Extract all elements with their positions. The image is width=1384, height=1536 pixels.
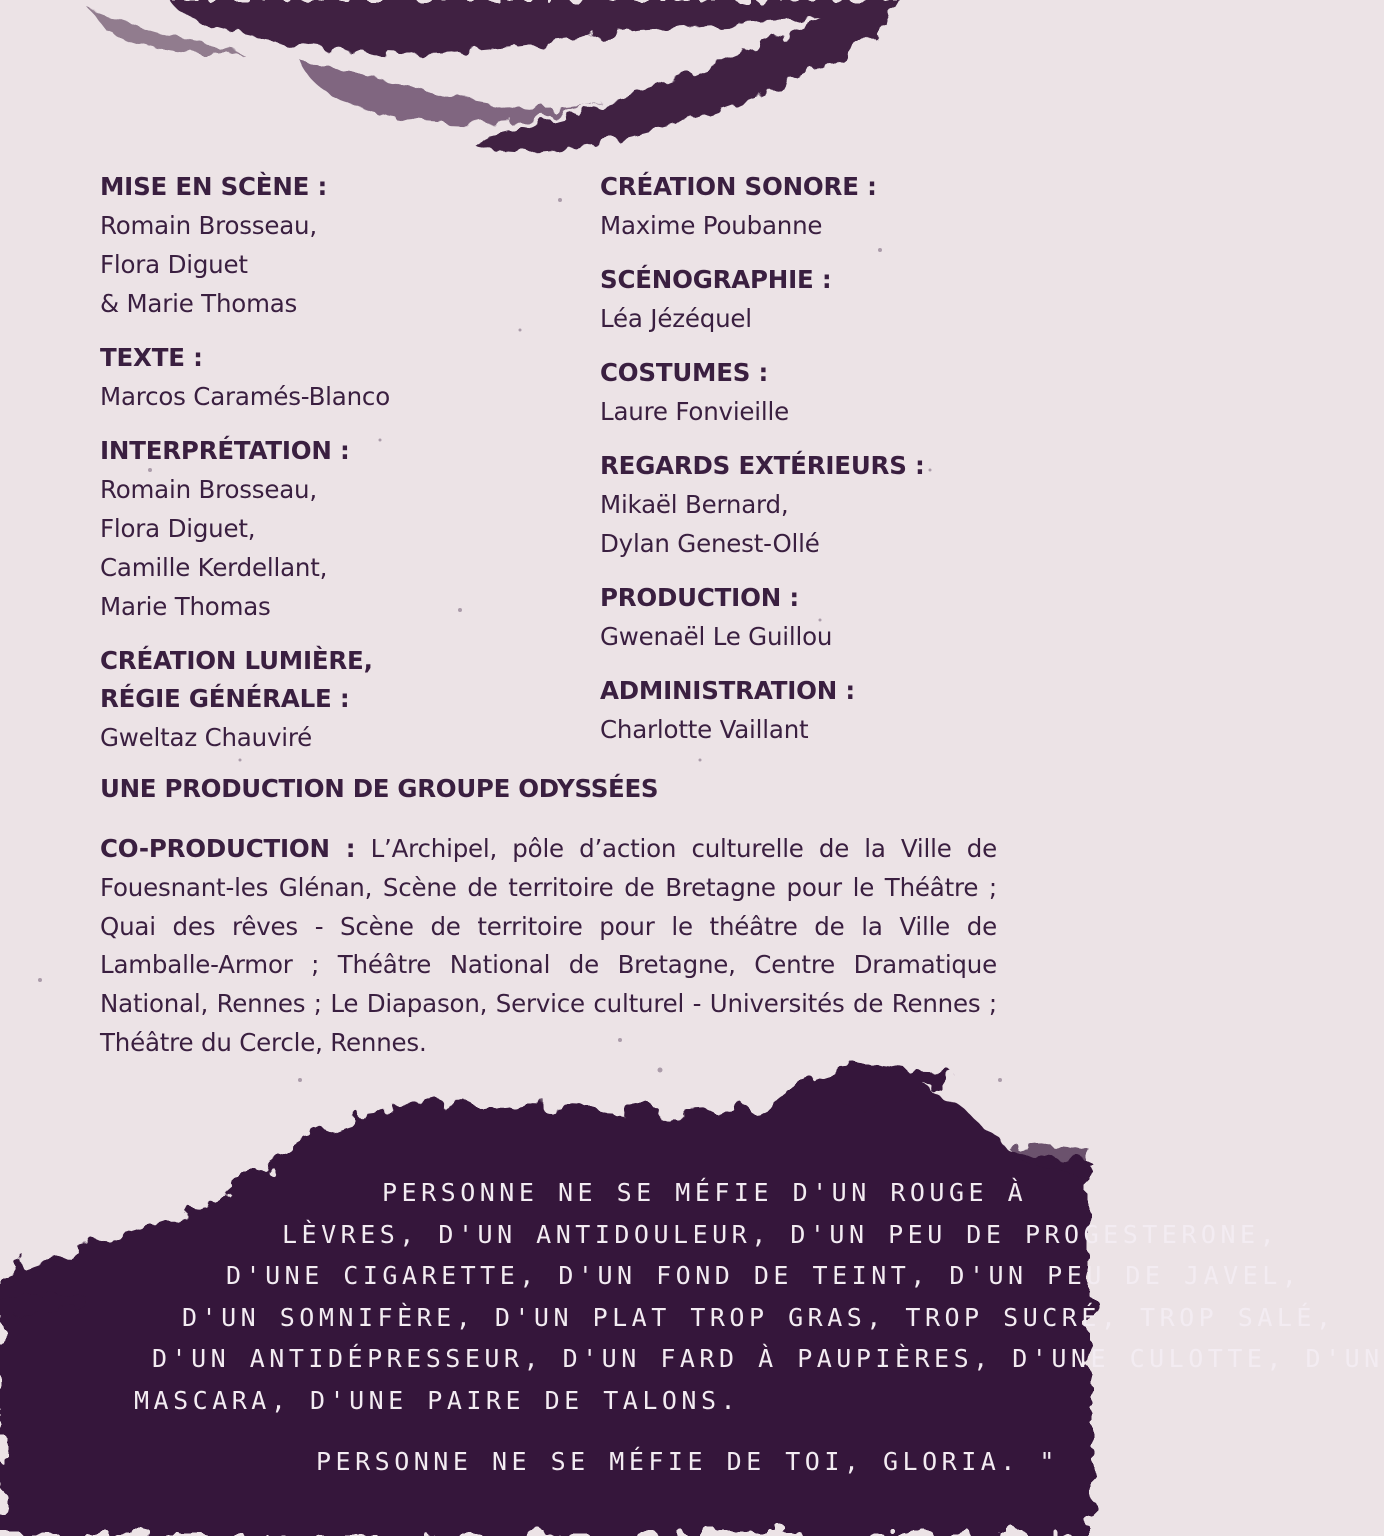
quote-closing-line: PERSONNE NE SE MÉFIE DE TOI, GLORIA. " [316,1447,1059,1476]
quote-line: LÈVRES, D'UN ANTIDOULEUR, D'UN PEU DE PROGESTERONE, [282,1219,1280,1249]
top-brush-stroke [90,0,900,152]
quote-line: D'UN SOMNIFÈRE, D'UN PLAT TROP GRAS, TROP SUCRÉ, TROP SALÉ, [182,1302,1336,1332]
credit-name: Mikaël Bernard, [600,490,789,519]
credit-block-regards [600,447,1020,563]
production-heading: UNE PRODUCTION DE GROUPE ODYSSÉES [100,774,659,803]
credit-role: REGARDS EXTÉRIEURS : [600,451,925,480]
credit-name: Marie Thomas [100,592,271,621]
credit-block-interpretation [100,432,540,626]
credit-role: CRÉATION SONORE : [600,172,877,201]
coproduction-label: CO-PRODUCTION : [100,834,356,863]
credit-role: SCÉNOGRAPHIE : [600,265,832,294]
credit-role: COSTUMES : [600,358,769,387]
credit-name: Camille Kerdellant, [100,553,328,582]
credit-role: TEXTE : [100,343,203,372]
quote-line: MASCARA, D'UNE PAIRE DE TALONS. [134,1385,741,1415]
credit-block-administration [600,672,1020,749]
credit-name: Gweltaz Chauviré [100,723,313,752]
credit-name: Gwenaël Le Guillou [600,622,833,651]
credit-role: MISE EN SCÈNE : [100,172,328,201]
quote-line: PERSONNE NE SE MÉFIE D'UN ROUGE À [382,1178,1028,1207]
credit-name: Romain Brosseau, [100,475,317,504]
credit-role: ADMINISTRATION : [600,676,855,705]
credit-block-production [600,579,1020,656]
credit-name: Léa Jézéquel [600,304,752,333]
quote-block [130,1172,1384,1483]
credit-role: CRÉATION LUMIÈRE, [100,646,373,675]
credit-name: Flora Diguet, [100,514,256,543]
coproduction-paragraph [100,830,997,1063]
quote-line: D'UN ANTIDÉPRESSEUR, D'UN FARD À PAUPIÈRES, D'UNE CULOTTE, D'UN [152,1344,1384,1373]
credit-name: Dylan Genest-Ollé [600,529,820,558]
coproduction-text: L’Archipel, pôle d’action culturelle de la Ville de Fouesnant-les Glénan, Scène de territoire de Bretagne pour le Théâtre ; Quai des rêves - Scène de territoire pour le théâtre de la Ville de Lamballe-Armor ; Théâtre National de Bretagne, Centre Dramatique National, Rennes ; Le Diapason, Service culturel - Universités de Rennes ; Théâtre du Cercle, Rennes. [100,834,997,1057]
credit-role: INTERPRÉTATION : [100,436,350,465]
quote-line: D'UNE CIGARETTE, D'UN FOND DE TEINT, D'UN PEU DE JAVEL, [226,1261,1302,1290]
credit-role: PRODUCTION : [600,583,799,612]
credits-right-column [600,168,1020,765]
credit-block-lumiere [100,642,540,757]
credits-left-column [100,168,540,773]
credit-block-creation-sonore [600,168,1020,245]
credit-block-scenographie [600,261,1020,338]
credit-role: RÉGIE GÉNÉRALE : [100,684,350,713]
credit-block-mise-en-scene [100,168,540,323]
credit-block-texte [100,339,540,416]
credit-name: Charlotte Vaillant [600,715,809,744]
credit-name: Laure Fonvieille [600,397,789,426]
credit-name: & Marie Thomas [100,289,298,318]
credit-name: Romain Brosseau, [100,211,317,240]
credit-block-costumes [600,354,1020,431]
credit-name: Marcos Caramés-Blanco [100,382,390,411]
credit-name: Flora Diguet [100,250,248,279]
credit-name: Maxime Poubanne [600,211,823,240]
